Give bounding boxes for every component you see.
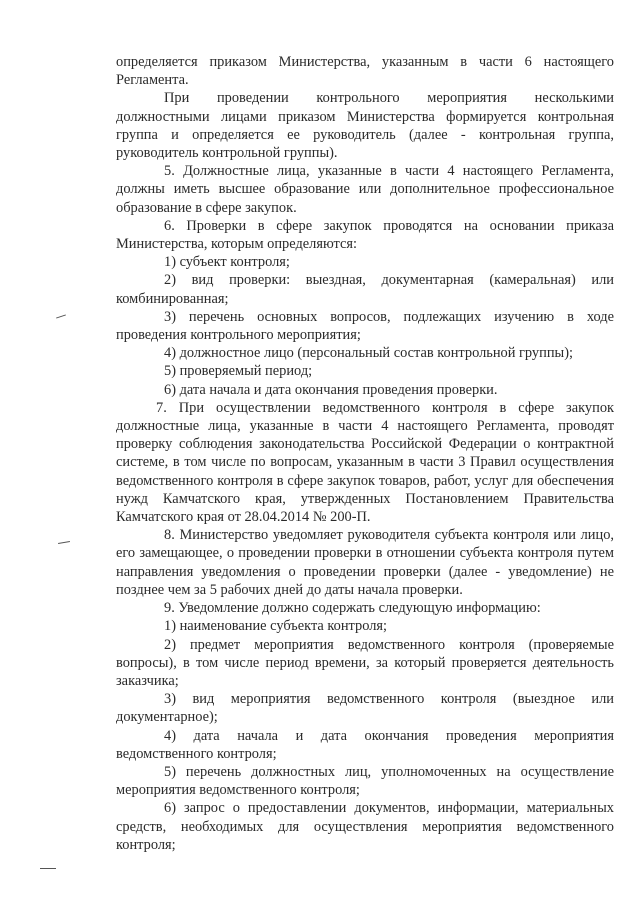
document-page [116, 53, 614, 854]
list-item-6-6: 6) дата начала и дата окончания проведения проверки. [164, 381, 498, 398]
paragraph-continuation: определяется приказом Министерства, указанным в части 6 настоящего Регламента. [116, 54, 614, 89]
list-item-9-4: 4) дата начала и дата окончания проведения мероприятия ведомственного контроля; [116, 727, 614, 762]
list-item-6-5: 5) проверяемый период; [164, 363, 313, 380]
list-item-9-5: 5) перечень должностных лиц, уполномоченных на осуществление мероприятия ведомственного контроля; [116, 763, 614, 799]
list-item-6-4: 4) должностное лицо (персональный состав контрольной группы); [164, 345, 573, 362]
paragraph-7: 7. При осуществлении ведомственного контроля в сфере закупок должностные лица, указанные в части 4 настоящего Регламента, проводят проверку соблюдения законодательства Российской Федерации о контрактной системе, в том числе по вопросам, указанным в части 3 Правил осуществления ведомственного контроля в сфере закупок товаров, работ, услуг для обеспечения нужд Камчатского края, утвержденных Постановлением Правительства Камчатского края от 28.04.2014 № 200-П. [116, 399, 614, 526]
margin-scan-mark [58, 541, 70, 544]
paragraph-5: 5. Должностные лица, указанные в части 4 настоящего Регламента, должны иметь высшее образование или дополнительное профессиональное образование в сфере закупок. [116, 163, 614, 216]
paragraph-control-group: При проведении контрольного мероприятия несколькими должностными лицами приказом Министерства формируется контрольная группа и определяется ее руководитель (далее - контрольная группа, руководитель контрольной группы). [116, 90, 614, 162]
paragraph-6: 6. Проверки в сфере закупок проводятся на основании приказа Министерства, которым определяются: [116, 217, 614, 253]
list-item-6-2: 2) вид проверки: выездная, документарная (камеральная) или комбинированная; [116, 272, 614, 307]
list-item-6-3: 3) перечень основных вопросов, подлежащих изучению в ходе проведения контрольного мероприятия; [116, 308, 614, 344]
list-item-9-6: 6) запрос о предоставлении документов, информации, материальных средств, необходимых для осуществления мероприятия ведомственного контроля; [116, 800, 614, 853]
paragraph-9: 9. Уведомление должно содержать следующую информацию: [164, 600, 541, 617]
list-item-9-3: 3) вид мероприятия ведомственного контроля (выездное или документарное); [116, 691, 614, 726]
list-item-6-1: 1) субъект контроля; [164, 254, 290, 271]
list-item-9-1: 1) наименование субъекта контроля; [164, 618, 388, 635]
paragraph-8: 8. Министерство уведомляет руководителя субъекта контроля или лицо, его замещающее, о проведении проверки в отношении субъекта контроля путем направления уведомления о проведении проверки (далее - уведомление) не позднее чем за 5 рабочих дней до даты начала проверки. [116, 527, 614, 598]
margin-scan-mark [40, 868, 56, 869]
list-item-9-2: 2) предмет мероприятия ведомственного контроля (проверяемые вопросы), в том числе период времени, за который проверяется деятельность заказчика; [116, 636, 614, 689]
margin-scan-mark [56, 314, 66, 318]
